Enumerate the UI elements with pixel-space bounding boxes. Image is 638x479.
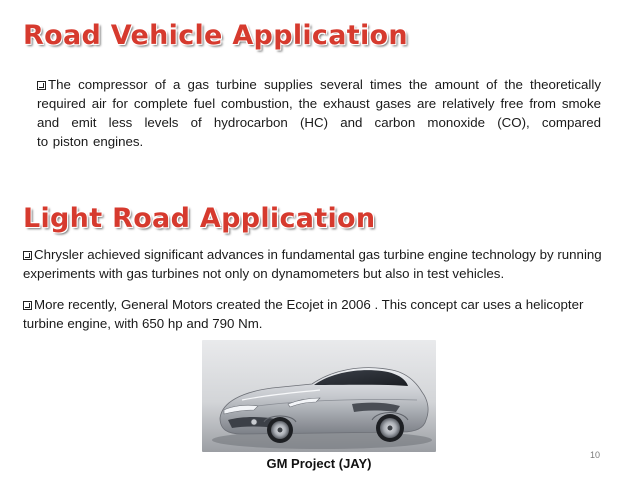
paragraph-gm-ecojet [23, 295, 623, 333]
checkbox-bullet-icon [23, 301, 32, 310]
paragraph-gm-ecojet-text: More recently, General Motors created the Ecojet in 2006 . This concept car uses a helicopter turbine engine, with 650 hp and 790 Nm. [23, 297, 584, 331]
paragraph-compressor [37, 75, 601, 151]
paragraph-chrysler-text: Chrysler achieved significant advances in fundamental gas turbine engine technology by running experiments with gas turbines not only on dynamometers but also in test vehicles. [23, 247, 602, 281]
page-number: 10 [590, 450, 601, 460]
paragraph-compressor-text: The compressor of a gas turbine supplies several times the amount of the theoretically required air for complete fuel combustion, the exhaust gases are relatively free from smoke and emit less levels of hydrocarbon (HC) and carbon monoxide (CO), compared [37, 77, 601, 130]
image-caption: GM Project (JAY) [266, 456, 372, 471]
ecojet-car-photo [202, 340, 436, 452]
checkbox-bullet-icon [37, 81, 46, 90]
checkbox-bullet-icon [23, 251, 32, 260]
paragraph-compressor-tail: to piston engines. [37, 134, 144, 149]
paragraph-chrysler [23, 245, 623, 283]
heading-light-road-application: Light Road Application [23, 203, 376, 234]
heading-road-vehicle-application: Road Vehicle Application [23, 20, 408, 51]
